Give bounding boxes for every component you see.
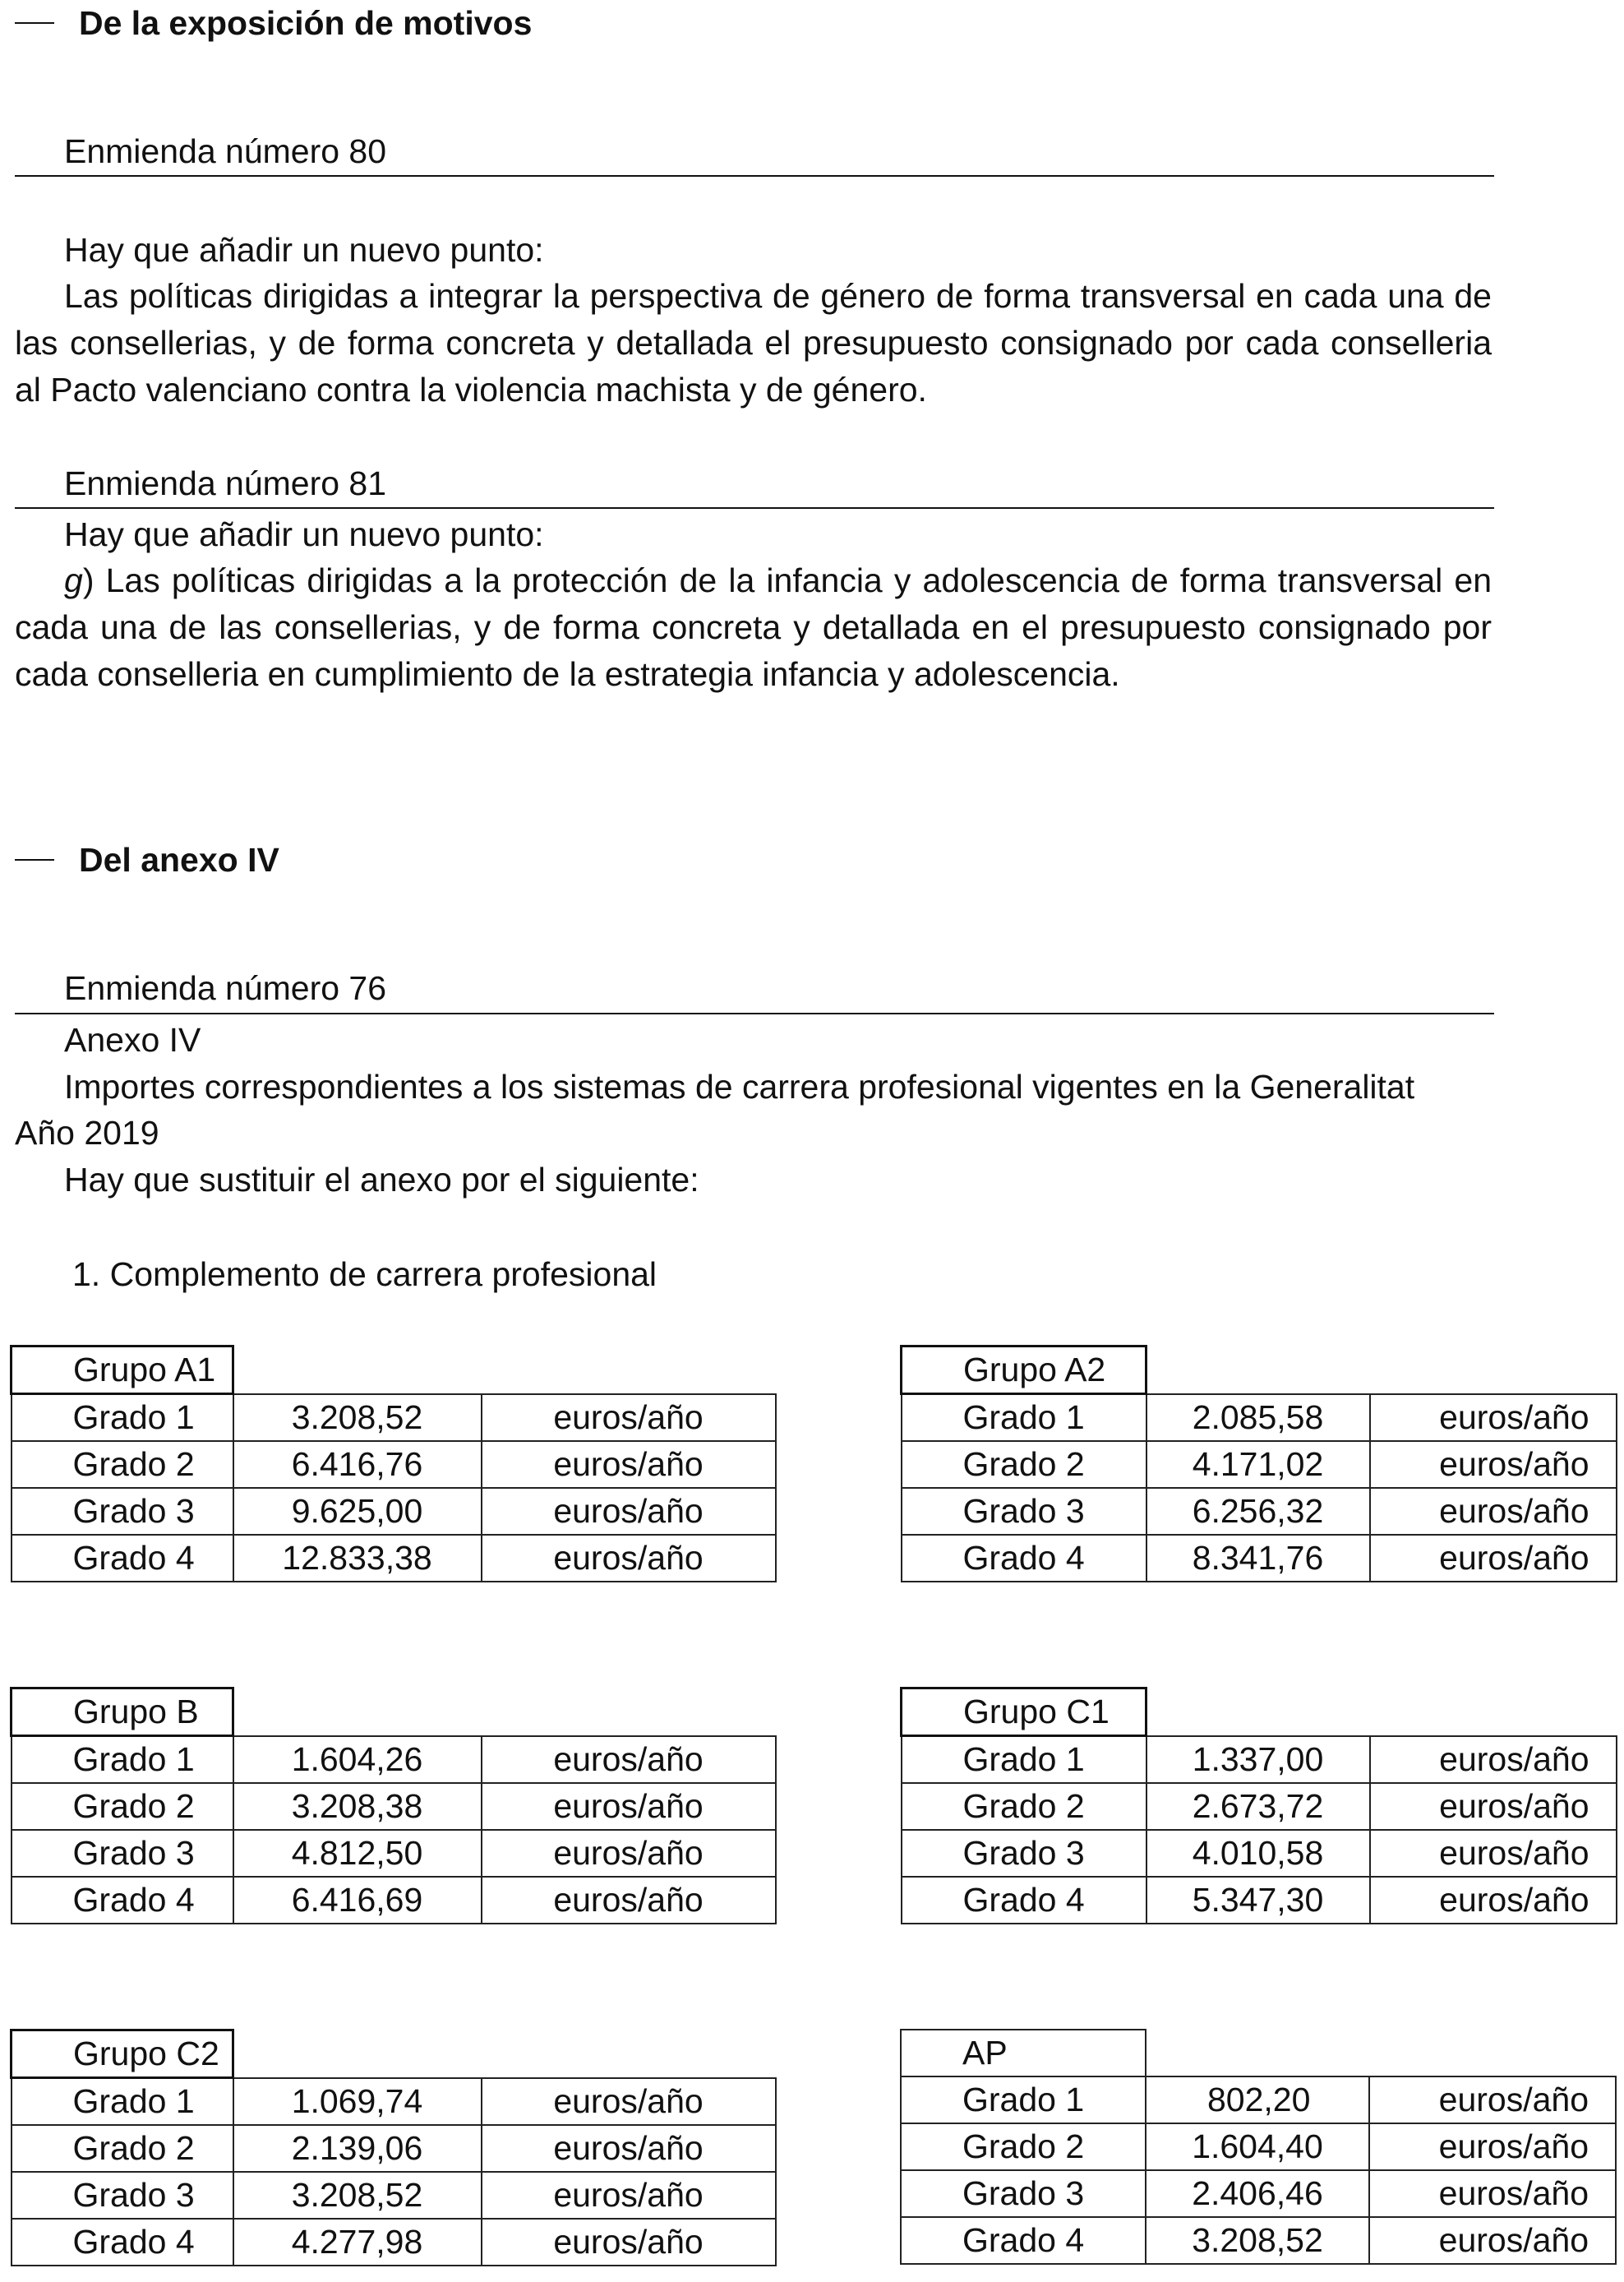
unit-label: euros/año — [482, 1441, 776, 1488]
grade-label: Grado 2 — [902, 1441, 1146, 1488]
section-heading-exposicion — [15, 0, 532, 46]
unit-label: euros/año — [1370, 1877, 1617, 1924]
divider — [15, 175, 1494, 177]
grade-amount: 1.069,74 — [233, 2078, 482, 2126]
grade-label: Grado 1 — [902, 1394, 1146, 1442]
table-row — [12, 1783, 776, 1830]
table-row — [902, 1394, 1617, 1442]
unit-label: euros/año — [482, 2172, 776, 2219]
grade-label: Grado 2 — [12, 1783, 233, 1830]
table-row — [902, 1488, 1617, 1535]
unit-label: euros/año — [482, 1535, 776, 1582]
amendment-title: Enmienda número 80 — [64, 132, 387, 170]
amendment-body — [15, 273, 1492, 413]
body-prefix: g — [64, 561, 83, 599]
grade-label: Grado 2 — [12, 1441, 233, 1488]
group-name: Grupo B — [12, 1688, 233, 1736]
group-table-c2 — [10, 2029, 777, 2266]
table-row — [12, 1830, 776, 1877]
unit-label: euros/año — [1370, 1830, 1617, 1877]
table-row — [12, 2172, 776, 2219]
grade-amount: 3.208,52 — [233, 1394, 482, 1442]
unit-label: euros/año — [1370, 1783, 1617, 1830]
unit-label: euros/año — [482, 1394, 776, 1442]
divider — [15, 507, 1494, 509]
annex-label: Anexo IV — [64, 1021, 201, 1059]
table-row — [12, 1394, 776, 1442]
table-row — [902, 1441, 1617, 1488]
group-table-c1 — [900, 1687, 1617, 1924]
unit-label: euros/año — [482, 1830, 776, 1877]
group-table-a2 — [900, 1345, 1617, 1582]
grade-amount: 6.416,76 — [233, 1441, 482, 1488]
grade-amount: 4.171,02 — [1146, 1441, 1370, 1488]
table-row — [12, 1736, 776, 1784]
amendment-body — [15, 557, 1492, 698]
grade-label: Grado 3 — [902, 1488, 1146, 1535]
table-row — [902, 1830, 1617, 1877]
grade-amount: 1.337,00 — [1146, 1736, 1370, 1784]
table-row — [901, 2123, 1616, 2170]
year-line: Año 2019 — [15, 1114, 159, 1152]
group-name: Grupo A1 — [12, 1347, 233, 1394]
table-row — [901, 2217, 1616, 2264]
grade-label: Grado 1 — [12, 1736, 233, 1784]
section-heading-anexo — [15, 837, 279, 883]
grade-label: Grado 4 — [901, 2217, 1146, 2264]
grade-amount: 4.812,50 — [233, 1830, 482, 1877]
heading-dash — [15, 22, 54, 24]
group-name: AP — [901, 2030, 1146, 2076]
grade-amount: 8.341,76 — [1146, 1535, 1370, 1582]
grade-amount: 12.833,38 — [233, 1535, 482, 1582]
group-name: Grupo C1 — [902, 1688, 1146, 1736]
grade-label: Grado 3 — [12, 1830, 233, 1877]
grade-amount: 6.416,69 — [233, 1877, 482, 1924]
grade-label: Grado 1 — [902, 1736, 1146, 1784]
grade-label: Grado 2 — [12, 2125, 233, 2172]
unit-label: euros/año — [482, 1736, 776, 1784]
table-row — [902, 1877, 1617, 1924]
grade-label: Grado 1 — [901, 2076, 1146, 2123]
grade-label: Grado 1 — [12, 2078, 233, 2126]
table-row — [902, 1535, 1617, 1582]
importes-line: Importes correspondientes a los sistemas de carrera profesional vigentes en la Generalitat — [64, 1068, 1415, 1106]
grade-amount: 2.406,46 — [1146, 2170, 1369, 2217]
grade-amount: 2.085,58 — [1146, 1394, 1370, 1442]
unit-label: euros/año — [1369, 2217, 1616, 2264]
unit-label: euros/año — [482, 1783, 776, 1830]
table-row — [12, 1535, 776, 1582]
grade-amount: 5.347,30 — [1146, 1877, 1370, 1924]
table-row — [12, 1488, 776, 1535]
grade-label: Grado 3 — [12, 1488, 233, 1535]
grade-label: Grado 2 — [902, 1783, 1146, 1830]
divider — [15, 1013, 1494, 1014]
group-table-a1 — [10, 1345, 777, 1582]
unit-label: euros/año — [1370, 1736, 1617, 1784]
amendment-title: Enmienda número 81 — [64, 464, 387, 502]
body-text: ) Las políticas dirigidas a la protección de la infancia y adolescencia de forma transversal en cada una de las consellerias, y de forma concreta y detallada en el presupuesto consignado por cada conselleria en cumplimiento de la estrategia infancia y adolescencia. — [15, 561, 1492, 693]
group-table-b — [10, 1687, 777, 1924]
grade-amount: 3.208,38 — [233, 1783, 482, 1830]
grade-label: Grado 1 — [12, 1394, 233, 1442]
heading-dash — [15, 859, 54, 861]
complement-title: 1. Complemento de carrera profesional — [72, 1255, 657, 1293]
table-row — [901, 2076, 1616, 2123]
grade-amount: 1.604,26 — [233, 1736, 482, 1784]
amendment-intro: Hay que añadir un nuevo punto: — [64, 515, 544, 553]
amendment-title: Enmienda número 76 — [64, 969, 387, 1007]
grade-label: Grado 2 — [901, 2123, 1146, 2170]
unit-label: euros/año — [1369, 2076, 1616, 2123]
grade-amount: 2.673,72 — [1146, 1783, 1370, 1830]
table-row — [12, 2078, 776, 2126]
grade-label: Grado 4 — [902, 1877, 1146, 1924]
grade-label: Grado 4 — [902, 1535, 1146, 1582]
group-name: Grupo A2 — [902, 1347, 1146, 1394]
grade-amount: 3.208,52 — [233, 2172, 482, 2219]
table-row — [12, 2219, 776, 2266]
unit-label: euros/año — [1370, 1394, 1617, 1442]
unit-label: euros/año — [482, 1488, 776, 1535]
grade-amount: 4.277,98 — [233, 2219, 482, 2266]
unit-label: euros/año — [1369, 2170, 1616, 2217]
grade-label: Grado 4 — [12, 1877, 233, 1924]
grade-amount: 1.604,40 — [1146, 2123, 1369, 2170]
grade-label: Grado 3 — [12, 2172, 233, 2219]
table-row — [901, 2170, 1616, 2217]
grade-amount: 3.208,52 — [1146, 2217, 1369, 2264]
section-heading-text: Del anexo IV — [79, 840, 279, 879]
grade-label: Grado 3 — [901, 2170, 1146, 2217]
table-row — [902, 1783, 1617, 1830]
unit-label: euros/año — [482, 2219, 776, 2266]
unit-label: euros/año — [482, 1877, 776, 1924]
table-row — [12, 1877, 776, 1924]
unit-label: euros/año — [1370, 1441, 1617, 1488]
grade-amount: 4.010,58 — [1146, 1830, 1370, 1877]
grade-amount: 9.625,00 — [233, 1488, 482, 1535]
unit-label: euros/año — [1370, 1488, 1617, 1535]
grade-amount: 6.256,32 — [1146, 1488, 1370, 1535]
grade-label: Grado 3 — [902, 1830, 1146, 1877]
group-name: Grupo C2 — [12, 2030, 233, 2078]
section-heading-text: De la exposición de motivos — [79, 3, 533, 42]
unit-label: euros/año — [1370, 1535, 1617, 1582]
table-row — [12, 2125, 776, 2172]
grade-amount: 2.139,06 — [233, 2125, 482, 2172]
unit-label: euros/año — [1369, 2123, 1616, 2170]
group-table-ap — [900, 2029, 1617, 2265]
unit-label: euros/año — [482, 2078, 776, 2126]
replace-line: Hay que sustituir el anexo por el siguiente: — [64, 1161, 699, 1199]
grade-amount: 802,20 — [1146, 2076, 1369, 2123]
amendment-intro: Hay que añadir un nuevo punto: — [64, 231, 544, 269]
unit-label: euros/año — [482, 2125, 776, 2172]
body-text: Las políticas dirigidas a integrar la perspectiva de género de forma transversal en cada una de las consellerias, y de forma concreta y detallada el presupuesto consignado por cada conselleria al Pacto valenciano contra la violencia machista y de género. — [15, 277, 1492, 409]
grade-label: Grado 4 — [12, 2219, 233, 2266]
grade-label: Grado 4 — [12, 1535, 233, 1582]
table-row — [12, 1441, 776, 1488]
table-row — [902, 1736, 1617, 1784]
